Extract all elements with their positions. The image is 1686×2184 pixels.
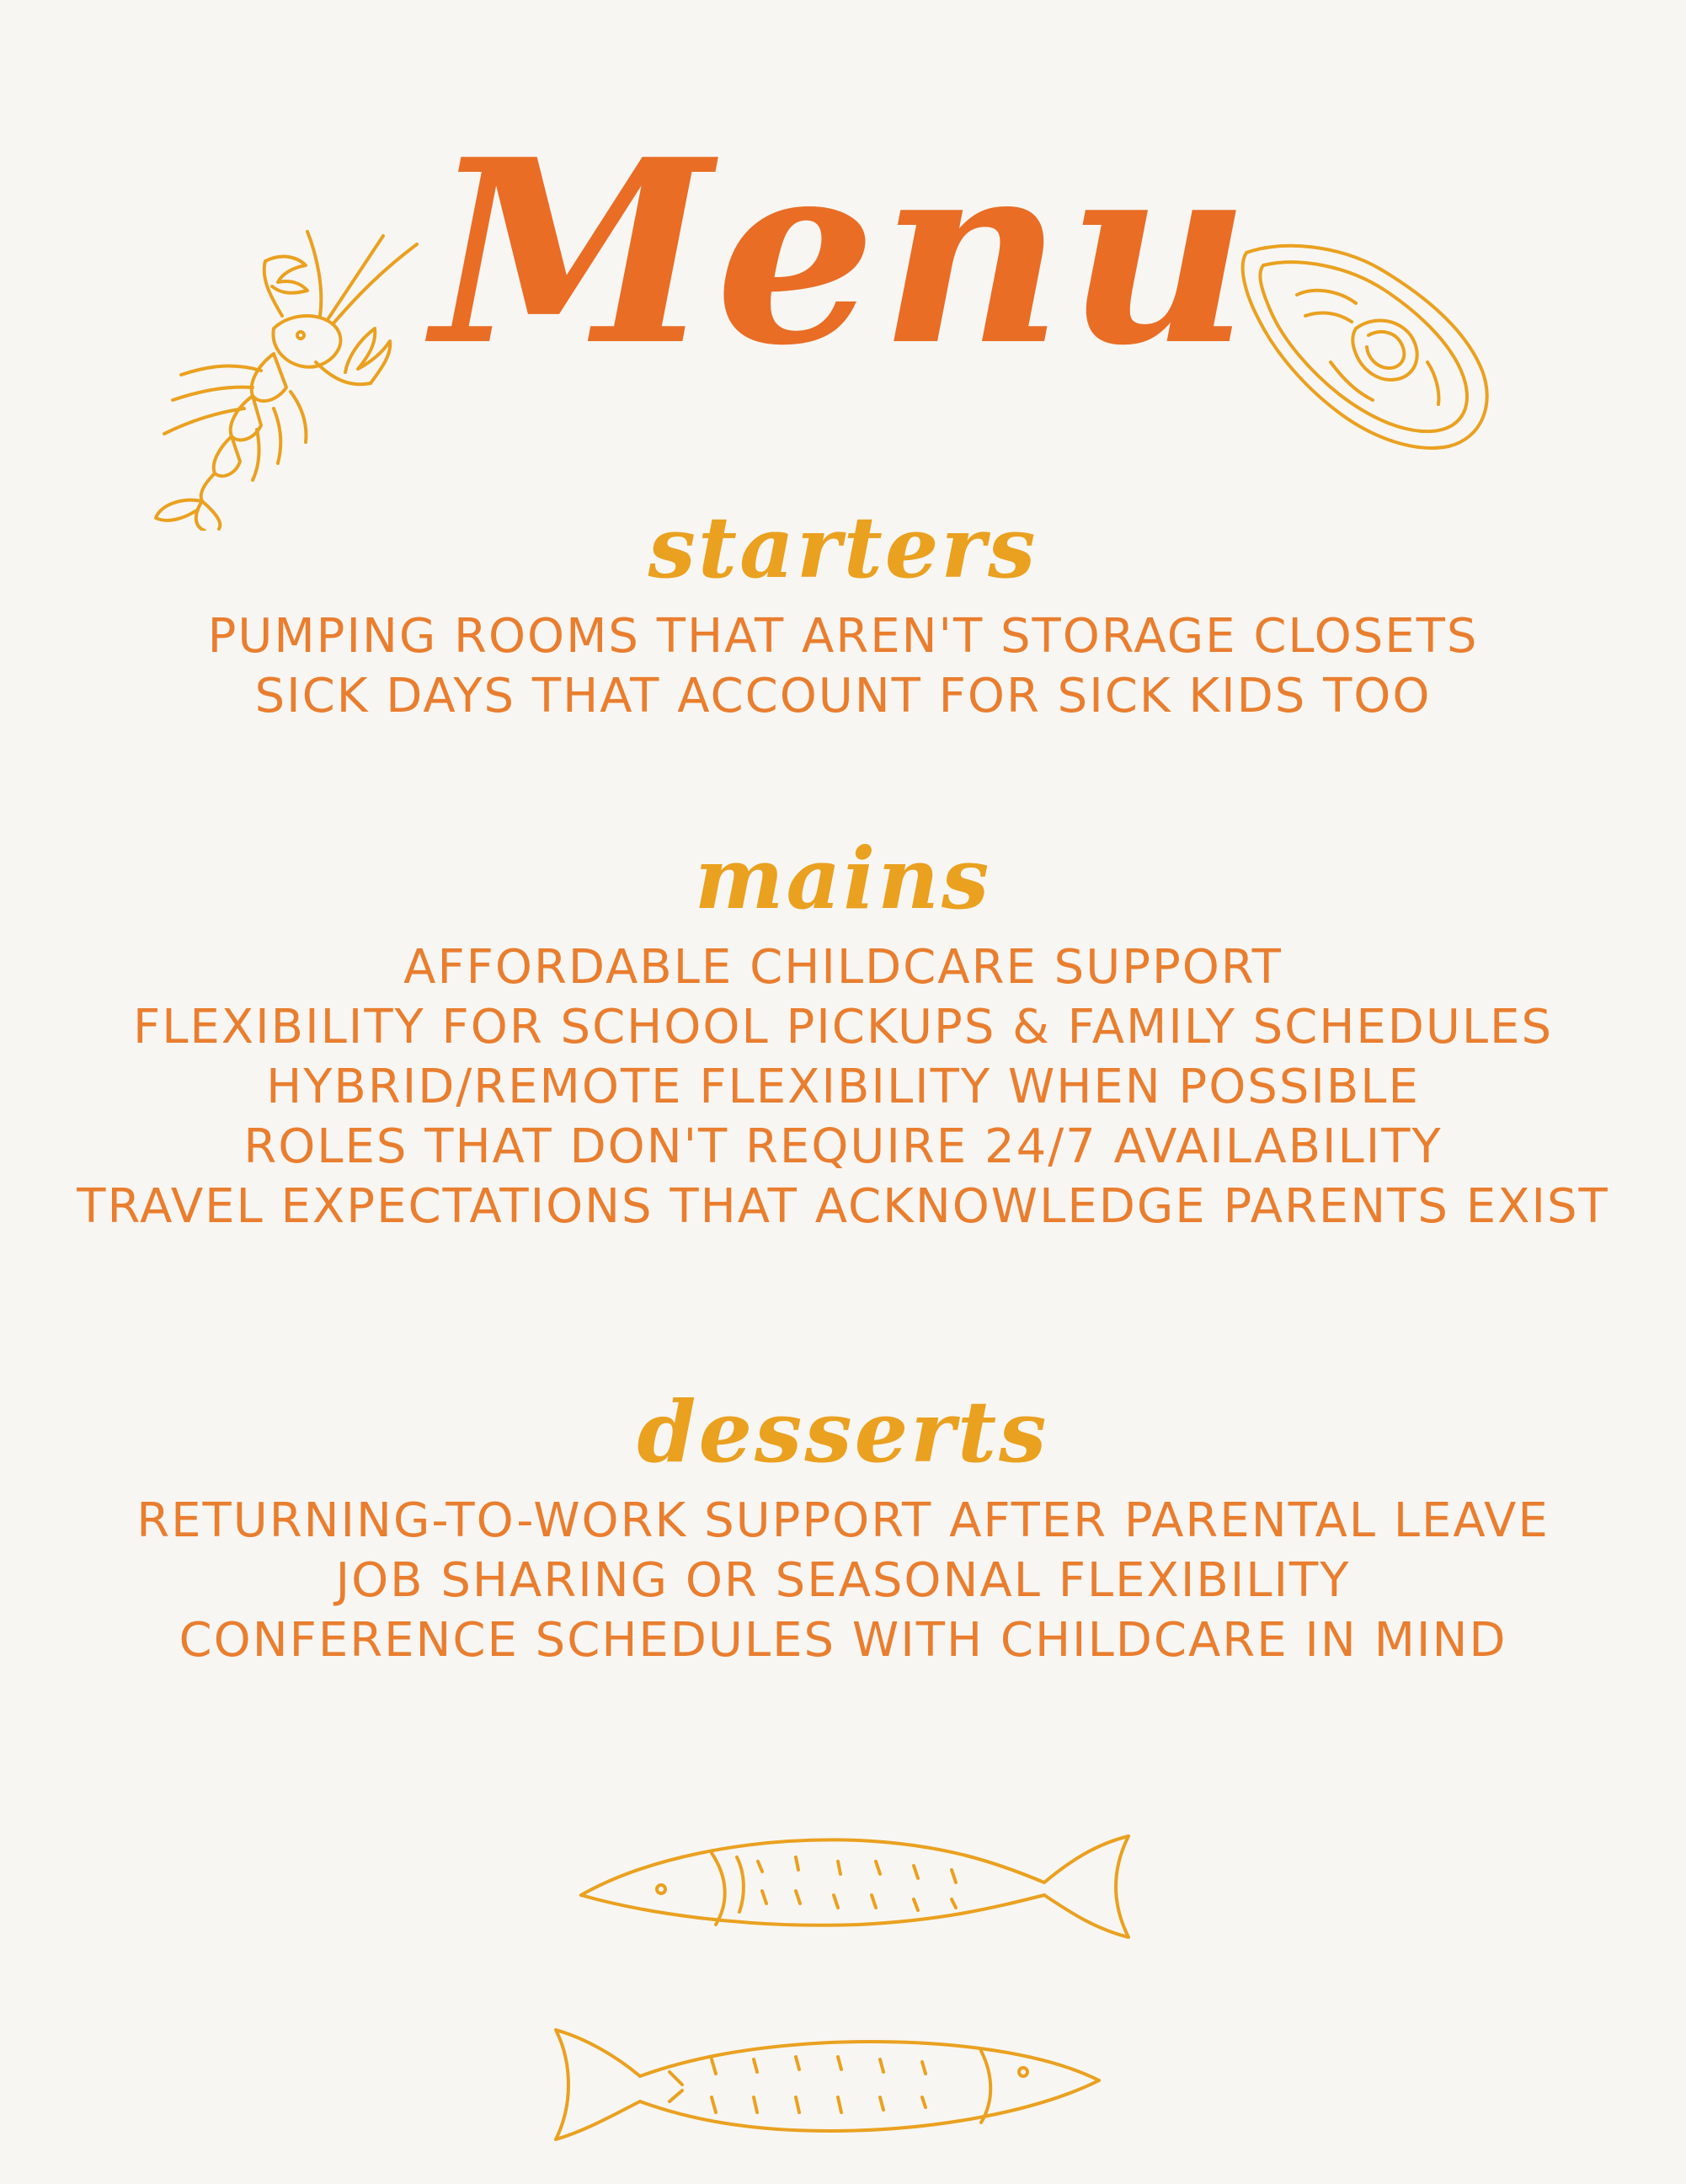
section-heading: desserts: [637, 1382, 1049, 1482]
section-mains: [0, 829, 1686, 1236]
section-starters: [0, 498, 1686, 726]
menu-item: JOB SHARING OR SEASONAL FLEXIBILITY: [335, 1553, 1351, 1608]
menu-item: PUMPING ROOMS THAT AREN'T STORAGE CLOSETS: [207, 609, 1479, 664]
menu-item: SICK DAYS THAT ACCOUNT FOR SICK KIDS TOO: [254, 669, 1432, 724]
section-heading: starters: [648, 498, 1038, 597]
menu-title: Menu: [432, 104, 1254, 401]
menu-item: AFFORDABLE CHILDCARE SUPPORT: [403, 940, 1283, 995]
menu-item: CONFERENCE SCHEDULES WITH CHILDCARE IN MIND: [179, 1613, 1507, 1668]
menu-item: FLEXIBILITY FOR SCHOOL PICKUPS & FAMILY SCHEDULES: [133, 1000, 1553, 1055]
menu-item: RETURNING-TO-WORK SUPPORT AFTER PARENTAL LEAVE: [136, 1493, 1550, 1548]
menu-item: HYBRID/REMOTE FLEXIBILITY WHEN POSSIBLE: [266, 1060, 1420, 1114]
menu-item: ROLES THAT DON'T REQUIRE 24/7 AVAILABILITY: [243, 1119, 1443, 1174]
fish-icon: [552, 2013, 1107, 2165]
menu-item: TRAVEL EXPECTATIONS THAT ACKNOWLEDGE PARENTS EXIST: [77, 1179, 1609, 1234]
oyster-icon: [1230, 236, 1499, 455]
section-heading: mains: [694, 829, 992, 928]
section-desserts: [0, 1382, 1686, 1670]
fish-icon: [573, 1811, 1137, 1962]
